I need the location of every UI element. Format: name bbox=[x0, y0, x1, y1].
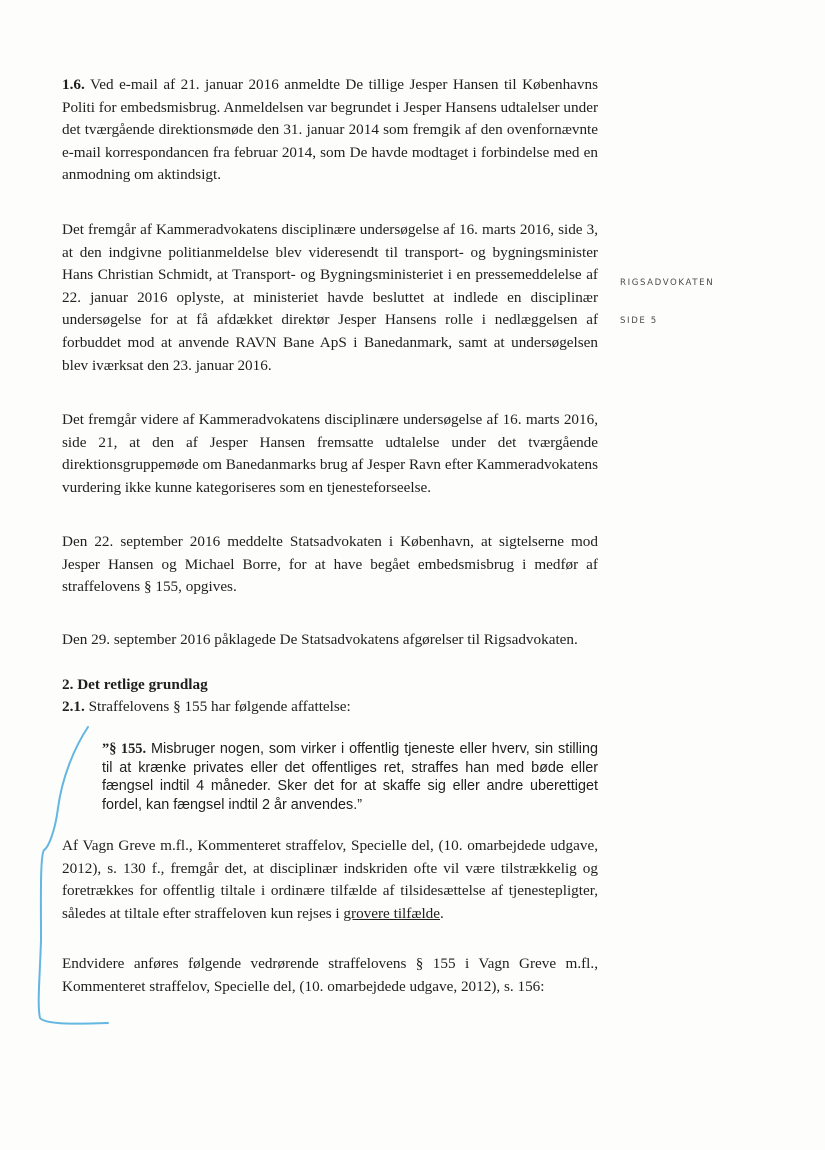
subsection-heading bbox=[62, 696, 351, 718]
paragraph-greve-commentary bbox=[62, 835, 598, 925]
commentary-text: Af Vagn Greve m.fl., Kommenteret straffelov, Specielle del, (10. omarbejdede udgave, 2012), s. 130 f., fremgår det, at disciplinær indskriden ofte vil være tilstrækkelig og foretrækkes for offentlig tiltale i ordinære tilfælde af tilsidesættelse af tjenestepligter, således at tiltale efter straffeloven kun rejses i bbox=[62, 837, 598, 922]
sidebar-org-label: RIGSADVOKATEN bbox=[620, 278, 715, 288]
paragraph-statsadvokat-decision: Den 22. september 2016 meddelte Statsadvokaten i København, at sigtelserne mod Jesper Hansen og Michael Borre, for at have begået embedsmisbrug i medfør af straffelovens § 155, opgives. bbox=[62, 533, 598, 596]
underlined-phrase: grovere tilfælde bbox=[343, 904, 440, 922]
statute-text: Misbruger nogen, som virker i offentlig tjeneste eller hverv, sin stilling til at krænke privates eller det offentliges ret, straffes han med bøde eller fængsel indtil 4 måneder. Sker det for at skaffe sig eller andre uberettiget fordel, kan fængsel indtil 2 år anvendes.” bbox=[102, 741, 598, 813]
paragraph-1-6 bbox=[62, 74, 598, 187]
section-heading: 2. Det retlige grundlag bbox=[62, 676, 208, 693]
paragraph-further-commentary: Endvidere anføres følgende vedrørende straffelovens § 155 i Vagn Greve m.fl., Kommenteret straffelov, Specielle del, (10. omarbejdede udgave, 2012), s. 156: bbox=[62, 955, 598, 995]
sidebar-page-label: SIDE 5 bbox=[620, 316, 658, 326]
statute-quote bbox=[102, 740, 598, 814]
statute-section: § 155. bbox=[109, 741, 147, 757]
paragraph-kammeradvokat-assessment: Det fremgår videre af Kammeradvokatens disciplinære undersøgelse af 16. marts 2016, side 21, at den af Jesper Hansen fremsatte udtalelse under det tværgående direktionsgruppemøde om Banedanmarks brug af Jesper Ravn efter Kammeradvokatens vurdering ikke kunne kategoriseres som en tjenesteforseelse. bbox=[62, 411, 598, 496]
quote-open-mark: ” bbox=[102, 741, 110, 757]
paragraph-number: 1.6. bbox=[62, 76, 85, 93]
subsection-text: Straffelovens § 155 har følgende affattelse: bbox=[88, 698, 351, 715]
paragraph-complaint: Den 29. september 2016 påklagede De Statsadvokatens afgørelser til Rigsadvokaten. bbox=[62, 631, 578, 648]
paragraph-kammeradvokat-investigation: Det fremgår af Kammeradvokatens disciplinære undersøgelse af 16. marts 2016, side 3, at den indgivne politianmeldelse blev videresendt til transport- og bygningsminister Hans Christian Schmidt, at Transport- og Bygningsministeriet i en pressemeddelelse af 22. januar 2016 oplyste, at ministeriet havde besluttet at indlede en disciplinær undersøgelse for at få afdækket direktør Jesper Hansens rolle i nedlæggelsen af forbuddet mod at anvende RAVN Bane ApS i Banedanmark, samt at undersøgelsen blev iværksat den 23. januar 2016. bbox=[62, 221, 598, 374]
subsection-number: 2.1. bbox=[62, 698, 85, 715]
paragraph-text: Ved e-mail af 21. januar 2016 anmeldte De tillige Jesper Hansen til Københavns Politi for embedsmisbrug. Anmeldelsen var begrundet i Jesper Hansens udtalelser under det tværgående direktionsmøde den 31. januar 2014 som fremgik af den ovenfornævnte e-mail korrespondancen fra februar 2014, som De havde modtaget i forbindelse med en anmodning om aktindsigt. bbox=[62, 76, 598, 184]
commentary-end: . bbox=[440, 904, 444, 922]
